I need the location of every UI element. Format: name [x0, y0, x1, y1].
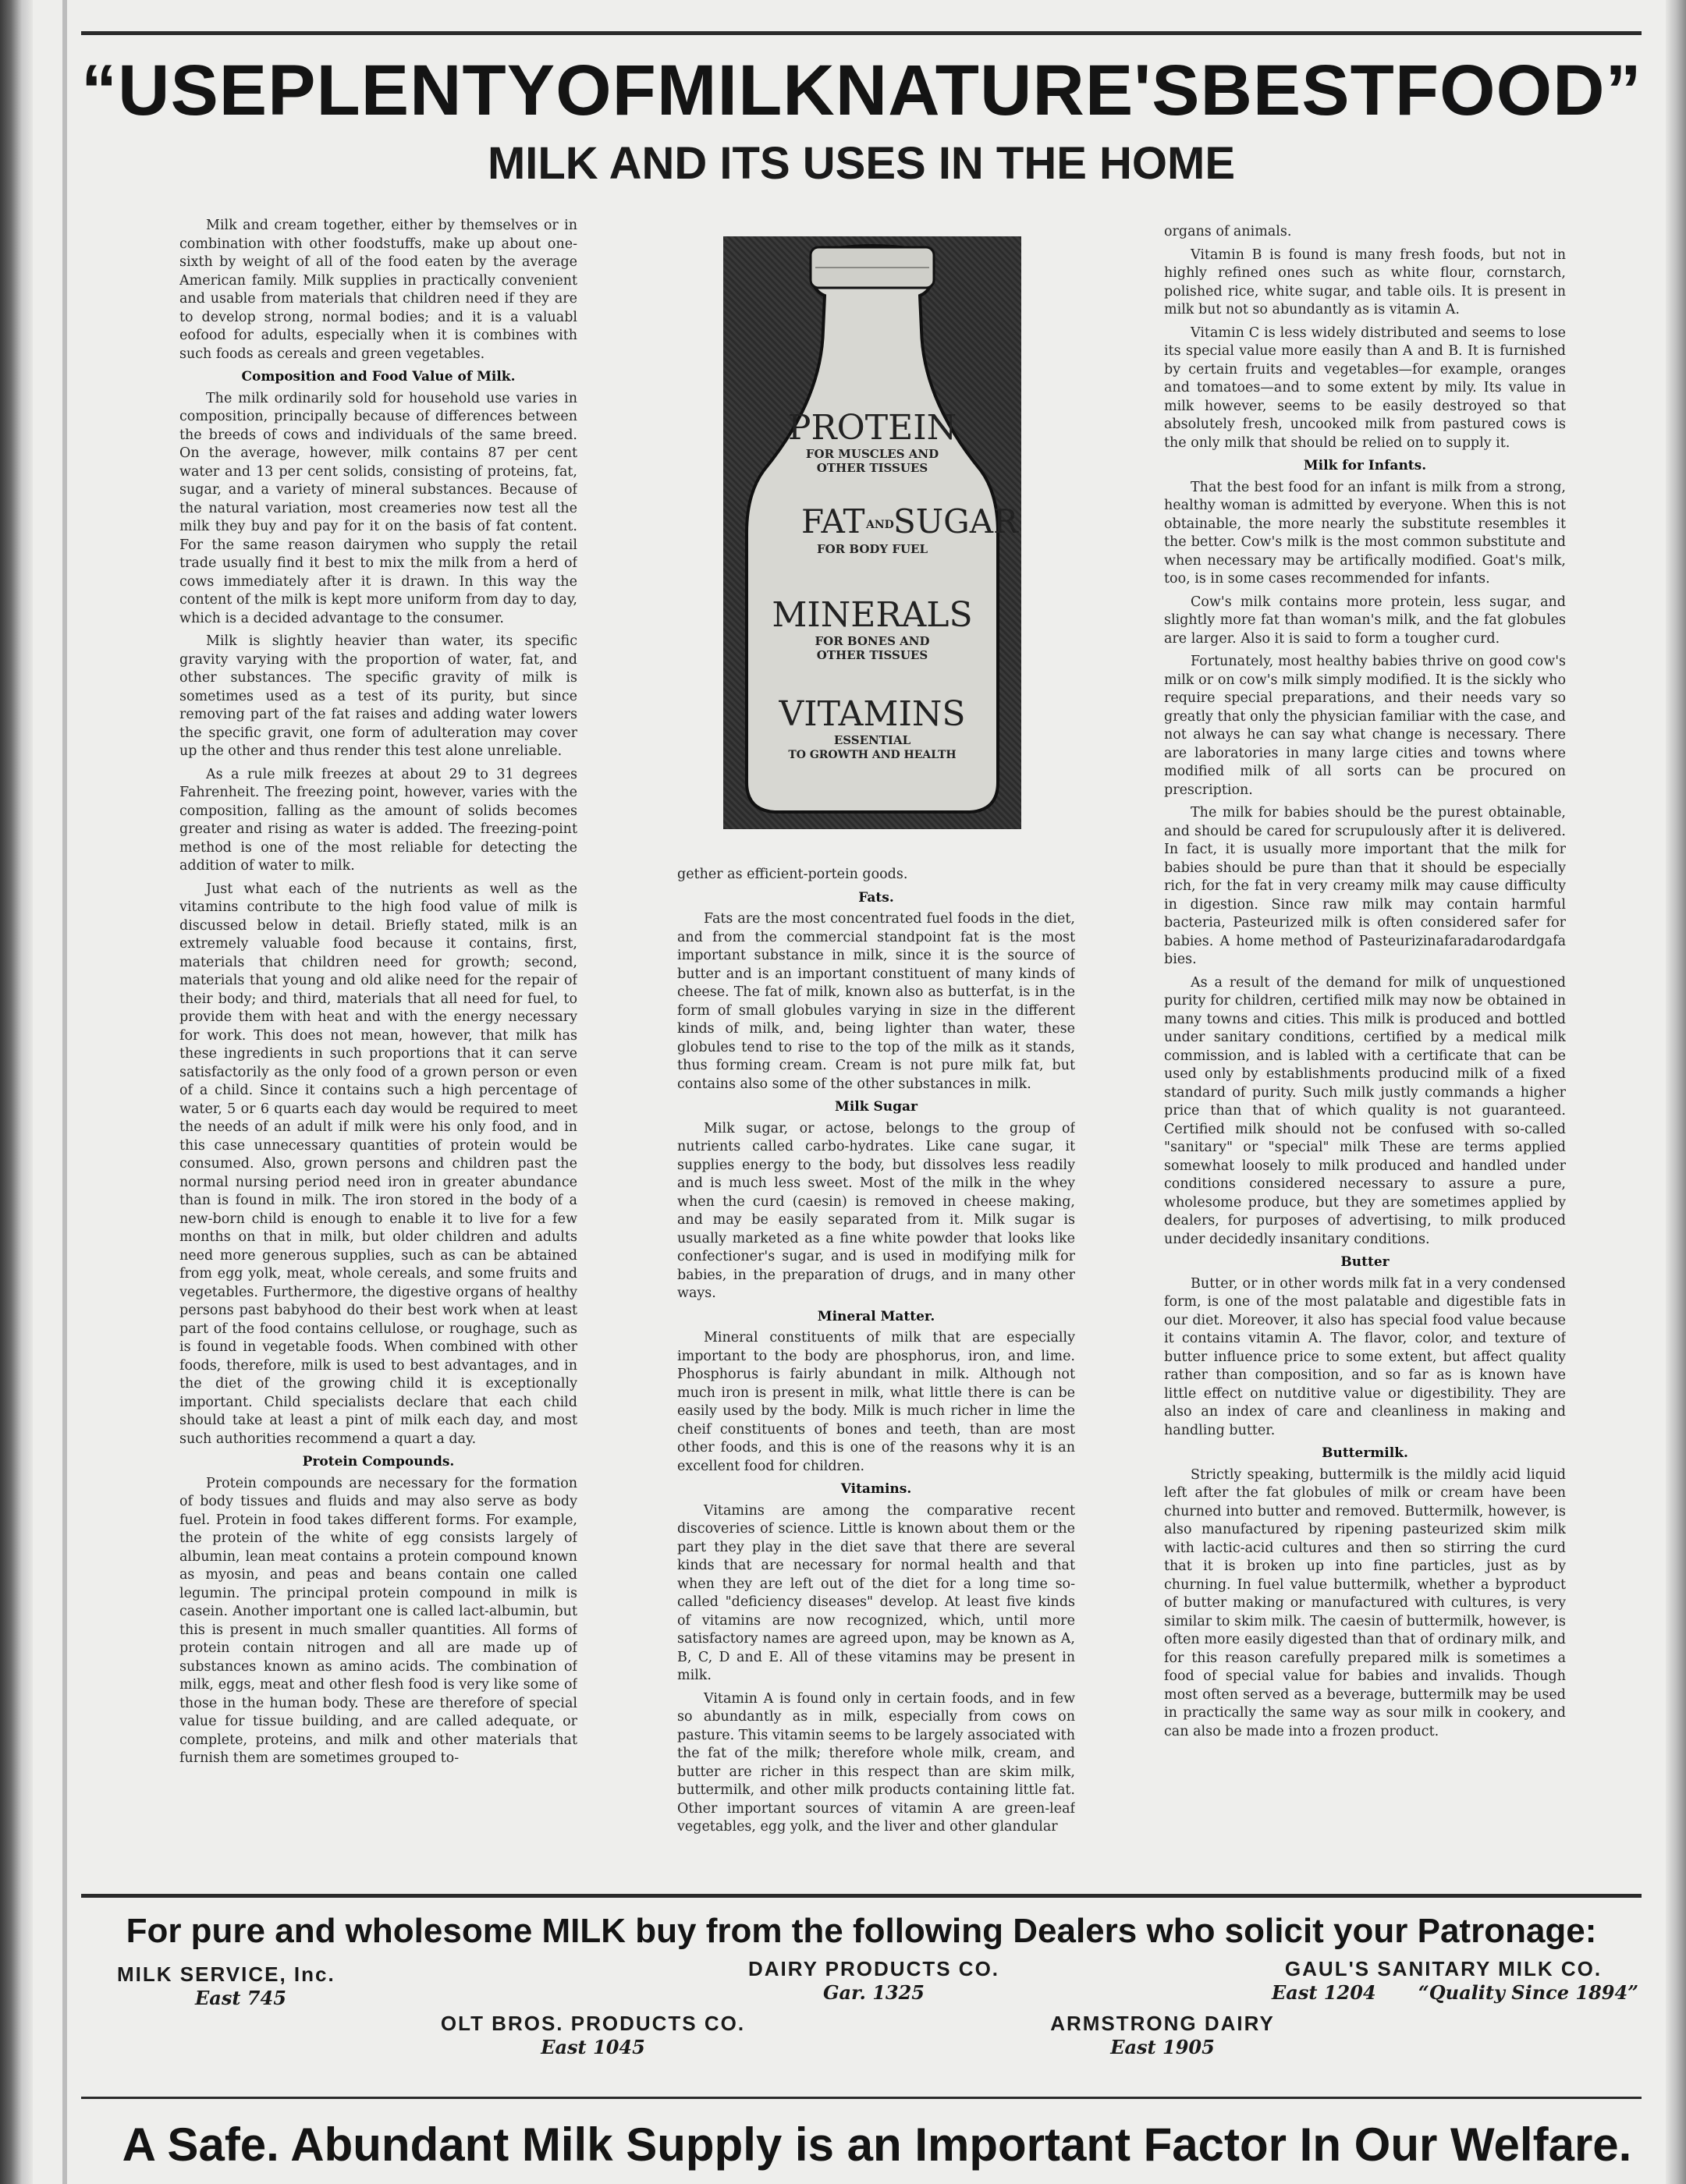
paragraph: As a result of the demand for milk of unquestioned purity for children, certified milk may now be obtained in many towns and cities. This milk is produced and bottled under sanitary conditions, certified by a medical milk commission, and is labled with a certificate that can be used only by establishments producind milk of a fixed standard of purity. Such milk justly commands a higher price than that of which quality is not guaranteed. Certified milk should not be confused with so-called "sanitary" or "special" milk These are terms applied somewhat loosely to milk produced and handled under conditions considered necessary to assure a pure, wholesome produce, but they are sometimes applied by dealers, for purposes of advertising, to milk produced under decidedly insanitary conditions.: [1164, 974, 1566, 1247]
top-rule: [81, 31, 1642, 35]
dealer-name: DAIRY PRODUCTS CO.: [747, 1957, 1000, 1980]
milk-bottle-illustration: [723, 236, 1021, 829]
section-heading: Vitamins.: [840, 1481, 912, 1497]
dealer-dairy-products: [655, 1956, 1092, 2005]
section-heading: Milk for Infants.: [1303, 458, 1427, 473]
dealer-gauls-sanitary: [1248, 1956, 1638, 2005]
dealer-name: MILK SERVICE, Inc.: [117, 1962, 335, 1986]
paragraph: As a rule milk freezes at about 29 to 31 degrees Fahrenheit. The freezing point, however, varies with the composition, falling as the amount of solids becomes greater and rising as water is added. The freezing-point method is one of the most reliable for detecting the addition of water to milk.: [179, 766, 577, 874]
footer-slogan: A Safe. Abundant Milk Supply is an Important Factor In Our Welfare.: [122, 2118, 1632, 2171]
paragraph: Fortunately, most healthy babies thrive on good cow's milk or on cow's milk simply modified. It is the sickly who require special preparations, and their needs vary so greatly that only the physician familiar with the case, and not always he can say what change is necessary. There are laboratories in many large cities and towns where modified milk of all sorts can be procured on prescription.: [1164, 654, 1566, 798]
milk-bottle-icon: [723, 236, 1021, 829]
bottle-label-minerals: MINERALS: [772, 595, 973, 635]
paragraph: Milk is slightly heavier than water, its specific gravity varying with the proportion of water, fat, and other substances. The specific gravity of milk is sometimes used as a test of its purity, but since removing part of the fat raises and adding water lowers the specific gravit, one form of adulteration may cover up the other and thus render this test alone unreliable.: [179, 633, 577, 759]
paragraph: The milk for babies should be the purest obtainable, and should be cared for scrupulously after it is delivered. In fact, it is usually more important that the milk for babies should be pure than that it should be especially rich, for the fat in very creamy milk may cause difficulty in digestion. Since raw milk may contain harmful bacteria, Pasteurized milk is often considered safer for babies. A home method of Pasteurizinafaradarodardgafa bies.: [1164, 805, 1566, 967]
headline-word: BEST: [1200, 51, 1395, 130]
article-column-right: [1164, 223, 1566, 1869]
dealer-name: ARMSTRONG DAIRY: [1050, 2012, 1275, 2035]
headline: [81, 41, 1642, 140]
dealer-slogan: “Quality Since 1894”: [1418, 1981, 1638, 2004]
bottle-label-text: FOR MUSCLES AND: [805, 447, 939, 461]
paragraph: That the best food for an infant is milk from a strong, healthy woman is admitted by everyone. When this is not obtainable, the more nearly the substitute resembles it the better. Cow's milk is the most common substitute and when necessary may be artifically modified. Goat's milk, too, is in some cases recommended for infants.: [1164, 479, 1566, 587]
paragraph: Milk sugar, or actose, belongs to the group of nutrients called carbo-hydrates. Like cane sugar, it supplies energy to the body, but dissolves less readily and is much less sweet. Most of the milk in the whey when the curd (caesin) is removed in cheese making, and may be easily separated from it. Milk sugar is usually marketed as a fine white powder that looks like confectioner's sugar, and is used in modifying milk for babies, in the preparation of drugs, and in many other ways.: [677, 1120, 1075, 1301]
paragraph: organs of animals.: [1164, 224, 1292, 239]
paragraph: gether as efficient-portein goods.: [677, 867, 908, 882]
dealer-armstrong-dairy: [983, 2011, 1342, 2059]
paragraph: Milk and cream together, either by themselves or in combination with other foodstuffs, make up about one-sixth by weight of all of the food eaten by the average American family. Milk supplies in practically convenient and usable from materials that children need if they are to develop strong, normal bodies; and it is a valuabl eofood for adults, especially when it is combines with such foods as cereals and green vegetables.: [179, 218, 577, 362]
paragraph: Vitamin A is found only in certain foods, and in few so abundantly as in milk, especially from cows on pasture. This vitamin seems to be largely associated with the fat of the milk; therefore whole milk, cream, and butter are richer in this respect than are skim milk, buttermilk, and other milk products containing little fat. Other important sources of vitamin A are green-leaf vegetables, egg yolk, and the liver and other glandular: [677, 1690, 1075, 1835]
bottle-label-protein: PROTEIN: [787, 408, 957, 448]
section-heading: Protein Compounds.: [302, 1454, 455, 1470]
dealers-heading: For pure and wholesome MILK buy from the following Dealers who solicit your Patronage:: [126, 1912, 1597, 1950]
dealer-phone: East 1045: [541, 2036, 645, 2058]
paragraph: Butter, or in other words milk fat in a very condensed form, is one of the most palatable and digestible fats in our diet. Moreover, it also has special food value because it contains vitamin A. The flavor, color, and texture of butter influence price to some extent, but affect quality rather than composition, and so far as is known have little effect on nutditive value or digestibility. They are also an index of care and cleanliness in making and handling butter.: [1164, 1275, 1566, 1438]
page-binding-edge: [0, 0, 33, 2184]
paragraph: Vitamins are among the comparative recent discoveries of science. Little is known about them or the part they play in the diet save that there are several kinds that are necessary for normal health and that when they are left out of the diet for a long time so-called "deficiency diseases" develop. At least five kinds of vitamins are now recognized, which, until more satisfactory names are agreed upon, may be known as A, B, C, D and E. All of these vitamins may be present in milk.: [677, 1502, 1075, 1683]
bottle-label-fat: FAT: [801, 502, 865, 541]
bottle-label-text: TO GROWTH AND HEALTH: [788, 749, 957, 761]
bottle-label-vitamins: VITAMINS: [779, 694, 966, 734]
page-fold-line: [62, 0, 67, 2184]
bottle-label-and: AND: [866, 519, 894, 531]
headline-word: FOOD”: [1394, 51, 1642, 130]
section-heading: Composition and Food Value of Milk.: [241, 369, 516, 385]
paragraph: Fats are the most concentrated fuel foods in the diet, and from the commercial standpoint fat is the most important substance in milk, since it is the source of butter and is an important constituent of many kinds of cheese. The fat of milk, known also as butterfat, is in the form of small globules varying in size in the different kinds of milk, and, being lighter than water, these globules tend to rise to the top of the milk as it stands, thus forming cream. Cream is not pure milk fat, but contains also some of the other substances in milk.: [677, 911, 1075, 1092]
paragraph: Protein compounds are necessary for the formation of body tissues and fluids and may also serve as body fuel. Protein in food takes different forms. For example, the protein of the white of egg consists largely of albumin, lean meat contains a protein compound known as myosin, and peas and beans contain one called legumin. The principal protein compound in milk is casein. Another important one is called lact-albumin, but this is present in much smaller quantities. All forms of protein contain nitrogen and all are made up of substances known as amino acids. The combination of milk, eggs, meat and other flesh food is very like some of those in the human body. These are therefore of special value for tissue building, and are called adequate, or complete, proteins, and milk and other materials that furnish them are sometimes grouped to-: [179, 1475, 577, 1766]
paragraph: The milk ordinarily sold for household use varies in composition, principally because of differences between the breeds of cows and individuals of the same breed. On the average, however, milk contains 87 per cent water and 13 per cent solids, consisting of proteins, fat, sugar, and a variety of mineral substances. Because of the natural variation, most creameries now test all the milk they buy and pay for it on the basis of fat content. For the same reason dairymen who supply the retail trade usually find it best to mix the milk from a herd of cows immediately after it is drawn. In this way the content of the milk is kept more uniform from day to day, which is a decided advantage to the consumer.: [179, 390, 577, 626]
article-column-middle: [677, 866, 1075, 1872]
page-right-edge: [1666, 0, 1686, 2184]
dealer-phone: East 745: [195, 1987, 286, 2009]
section-heading: Butter: [1340, 1254, 1390, 1270]
dealer-name: OLT BROS. PRODUCTS CO.: [440, 2012, 746, 2035]
paragraph: Vitamin C is less widely distributed and seems to lose its special value more easily than A and B. It is furnished by certain fruits and vegetables—for example, oranges and tomatoes—and to some extent by mily. Its value in milk however, seems to be easily destroyed so that absolutely fresh, uncooked milk from pastured cows is the only milk that should be relied on to supply it.: [1164, 324, 1566, 451]
paragraph: Cow's milk contains more protein, less sugar, and slightly more fat than woman's milk, and the fat globules are larger. Also it is said to form a tougher curd.: [1164, 594, 1566, 647]
bottle-label-sugar: SUGAR: [893, 502, 1018, 541]
section-divider: [81, 2097, 1642, 2099]
paragraph: Strictly speaking, buttermilk is the mildly acid liquid left after the fat globules of milk or cream have been churned into butter and removed. Buttermilk, however, is also manufactured by ripening pasteurized skim milk with lactic-acid cultures and then so stirring the curd that it is broken up into fine particles, just as by churning. In fuel value buttermilk, whether a byproduct of butter making or manufactured with cultures, is very similar to skim milk. The caesin of buttermilk, however, is often more easily digested than that of ordinary milk, and for this reason carefully prepared milk is sometimes a food of special value for babies and invalids. Though most often served as a beverage, buttermilk may be used in practically the same way as sour milk in cookery, and can also be made into a frozen product.: [1164, 1466, 1566, 1739]
bottle-label-text: ESSENTIAL: [833, 733, 911, 747]
bottle-label-text: FOR BODY FUEL: [816, 542, 928, 556]
dealer-olt-bros: [390, 2011, 796, 2059]
headline-word: MILK: [656, 51, 836, 130]
section-heading: Mineral Matter.: [817, 1308, 935, 1324]
bottle-label-text: OTHER TISSUES: [816, 648, 928, 662]
dealer-phone: East 1204: [1272, 1981, 1376, 2004]
bottle-label-text: OTHER TISSUES: [816, 461, 928, 475]
headline-word: “USE: [81, 51, 268, 130]
dealer-phone-row: [1248, 1981, 1638, 2005]
headline-word: OF: [555, 51, 657, 130]
section-heading: Fats.: [858, 889, 894, 906]
dealer-phone: Gar. 1325: [823, 1981, 925, 2004]
dealer-milk-service: [117, 1962, 445, 2010]
dealer-name: GAUL'S SANITARY MILK CO.: [1284, 1957, 1603, 1980]
headline-word: NATURE'S: [835, 51, 1201, 130]
headline-word: PLENTY: [268, 51, 556, 130]
paragraph: Mineral constituents of milk that are especially important to the body are phosphorus, iron, and lime. Phosphorus is fairly abundant in milk. Although not much iron is present in milk, what little there is can be easily used by the body. Milk is much richer in lime the cheif constituents of bones and teeth, than are most other foods, and this is one of the reasons why it is an excellent food for children.: [677, 1330, 1075, 1474]
article-column-left: [179, 217, 577, 1869]
paragraph: Vitamin B is found is many fresh foods, but not in highly refined ones such as white flour, cornstarch, polished rice, white sugar, and table oils. It is present in milk but not so abundantly as is vitamin A.: [1164, 246, 1566, 317]
subheadline: MILK AND ITS USES IN THE HOME: [487, 138, 1236, 189]
bottle-label-text: FOR BONES AND: [815, 634, 930, 648]
section-heading: Milk Sugar: [835, 1099, 918, 1115]
paragraph: Just what each of the nutrients as well as the vitamins contribute to the high food value of milk is discussed below in detail. Briefly stated, milk is an extremely valuable food because it contains, first, materials that children need for growth; second, materials that young and old alike need for the repair of their body; and third, materials that all need for fuel, to provide them with heat and with the energy necessary for work. This does not mean, however, that milk has these ingredients in such proportions that it can serve satisfactorily as the only food of a grown person or even of a child. Since it contains such a high percentage of water, 5 or 6 quarts each day would be required to meet the needs of an adult if milk were his only food, and in this case unnecessary quantities of protein would be consumed. Also, grown persons and children past the normal nursing period need iron in greater abundance than is found in milk. The iron stored in the body of a new-born child is enough to enable it to live for a few months on that in milk, but older children and adults need more generous supplies, such as can be abtained from egg yolk, meat, whole cereals, and some fruits and vegetables. Furthermore, the digestive organs of healthy persons past babyhood do their best work when at least part of the food contains cellulose, or roughage, such as is found in vegetable foods. When combined with other foods, therefore, milk is used to best advantages, and in the diet of the growing child it is exceptionally important. Child specialists declare that each child should take at least a pint of milk each day, and most such authorities recommend a quart a day.: [179, 881, 577, 1447]
dealer-phone: East 1905: [1110, 2036, 1215, 2058]
section-heading: Buttermilk.: [1322, 1445, 1408, 1461]
section-divider: [81, 1894, 1642, 1898]
